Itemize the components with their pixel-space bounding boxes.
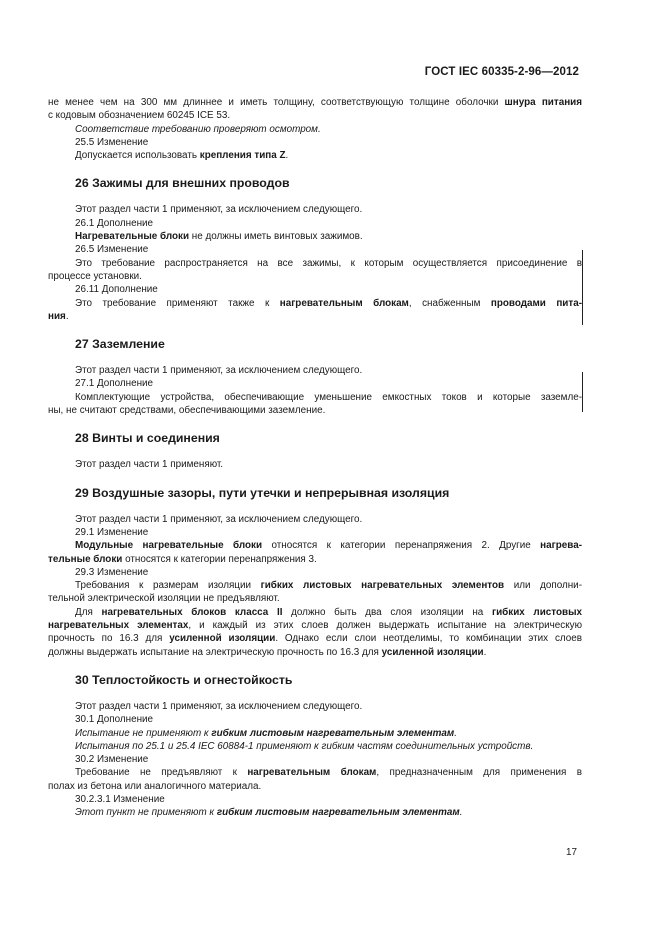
- text-line: [48, 203, 582, 216]
- text-line: [48, 513, 582, 526]
- text-run: Для: [75, 606, 102, 618]
- bold-term: гибким листовым нагревательным элементам: [216, 807, 460, 819]
- text-run: тельной электрической изоляции не предъявляют.: [48, 593, 280, 605]
- bold-term: нагревательных блоков класса II: [101, 606, 283, 618]
- bold-term: Нагревательные блоки: [75, 231, 190, 243]
- text-line: [48, 526, 582, 539]
- bold-term: ния: [48, 310, 66, 322]
- bold-term: гибким листовым нагревательным элементам: [211, 727, 455, 739]
- text-run: Это требование применяют также к: [75, 297, 280, 309]
- text-line: [48, 257, 582, 270]
- text-run: Допускается использовать: [75, 150, 200, 162]
- text-line: [48, 579, 582, 592]
- text-run: .: [483, 646, 487, 658]
- text-line: [48, 766, 582, 779]
- bold-term: крепления типа Z: [199, 150, 286, 162]
- text-line: [48, 606, 582, 619]
- text-line: [48, 539, 582, 552]
- text-run: 28 Винты и соединения: [75, 431, 220, 446]
- section-heading: [48, 486, 582, 501]
- text-line: [48, 217, 582, 230]
- section-heading: [48, 176, 582, 191]
- text-run: . Однако если слои неотделимы, то комбинации этих слоев: [275, 633, 582, 645]
- text-run: Этот раздел части 1 применяют, за исключением следующего.: [75, 513, 363, 525]
- text-line: [48, 109, 582, 122]
- text-run: Соответствие требованию проверяют осмотром.: [75, 123, 321, 135]
- text-line: [48, 243, 582, 256]
- bold-term: нагревательным блокам: [279, 297, 409, 309]
- text-line: [48, 404, 582, 417]
- text-run: не должны иметь винтовых зажимов.: [189, 231, 363, 243]
- text-run: 27.1 Дополнение: [75, 378, 154, 390]
- text-line: [48, 230, 582, 243]
- text-run: .: [459, 807, 463, 819]
- text-run: Этот раздел части 1 применяют.: [75, 459, 224, 471]
- bold-term: нагревательным блокам: [247, 767, 377, 779]
- bold-term: шнура питания: [504, 97, 582, 108]
- text-run: 30.2 Изменение: [75, 754, 149, 766]
- text-run: 26.5 Изменение: [75, 244, 149, 256]
- text-line: [48, 458, 582, 471]
- text-line: [48, 619, 582, 632]
- text-run: процессе установки.: [48, 270, 142, 282]
- text-line: [48, 713, 582, 726]
- text-line: [48, 283, 582, 296]
- bold-term: усиленной изоляции: [381, 646, 484, 658]
- bold-term: проводами пита-: [490, 297, 582, 309]
- text-run: , снабженным: [408, 297, 491, 309]
- text-run: 30.2.3.1 Изменение: [75, 793, 165, 805]
- text-run: 25.5 Изменение: [75, 136, 149, 148]
- text-line: [48, 96, 582, 109]
- bold-term: гибких листовых нагревательных элементов: [260, 580, 505, 592]
- text-run: 26.11 Дополнение: [75, 284, 158, 296]
- text-run: 29.1 Изменение: [75, 526, 149, 538]
- bold-term: нагревательных элементах: [48, 620, 189, 632]
- text-line: [48, 793, 582, 806]
- section-heading: [48, 337, 582, 352]
- text-run: .: [65, 310, 69, 322]
- text-line: [48, 136, 582, 149]
- text-run: с кодовым обозначением 60245 ICE 53.: [48, 110, 231, 122]
- text-run: Этот раздел части 1 применяют, за исключением следующего.: [75, 700, 363, 712]
- text-line: [48, 780, 582, 793]
- document-body: [48, 96, 582, 820]
- text-run: Требование не предъявляют к: [75, 767, 248, 779]
- text-line: [48, 377, 582, 390]
- text-run: ны, не считают средствами, обеспечивающими заземление.: [48, 405, 326, 417]
- text-run: относятся к категории перенапряжения 2. Другие: [262, 540, 541, 552]
- bold-term: тельные блоки: [48, 553, 123, 565]
- text-run: Испытания по 25.1 и 25.4 IEC 60884-1 применяют к гибким частям соединительных устройств.: [75, 740, 534, 752]
- text-run: .: [285, 150, 289, 162]
- text-line: [48, 753, 582, 766]
- text-line: [48, 806, 582, 819]
- text-line: [48, 297, 582, 310]
- text-run: 30.1 Дополнение: [75, 714, 154, 726]
- text-run: .: [454, 727, 457, 739]
- text-run: Требования к размерам изоляции: [75, 580, 261, 592]
- text-run: должно быть два слоя изоляции на: [282, 606, 492, 618]
- page-number: 17: [566, 847, 577, 858]
- text-run: Этот пункт не применяют к: [75, 807, 217, 819]
- section-heading: [48, 431, 582, 446]
- text-line: [48, 149, 582, 162]
- text-run: 29.3 Изменение: [75, 566, 149, 578]
- text-run: Этот раздел части 1 применяют, за исключением следующего.: [75, 204, 363, 216]
- section-heading: [48, 673, 582, 688]
- text-run: , и каждый из этих слоев должен выдержать испытание на электрическую: [188, 620, 582, 632]
- text-run: Этот раздел части 1 применяют, за исключением следующего.: [75, 365, 363, 377]
- bold-term: усиленной изоляции: [169, 633, 276, 645]
- text-run: должны выдержать испытание на электрическую прочность по 16.3 для: [48, 646, 382, 658]
- text-line: [48, 740, 582, 753]
- text-line: [48, 310, 582, 323]
- text-line: [48, 700, 582, 713]
- text-run: Комплектующие устройства, обеспечивающие уменьшение емкостных токов и которые заземле-: [75, 391, 582, 403]
- text-run: или дополни-: [504, 580, 582, 592]
- text-line: [48, 592, 582, 605]
- text-run: не менее чем на 300 мм длиннее и иметь толщину, соответствующую толщине оболочки: [48, 97, 505, 108]
- text-run: полах из бетона или аналогичного материала.: [48, 780, 262, 792]
- text-line: [48, 364, 582, 377]
- document-header: ГОСТ IEC 60335-2-96—2012: [424, 66, 579, 78]
- change-bar: [582, 250, 583, 325]
- bold-term: нагрева-: [540, 540, 582, 552]
- text-line: [48, 632, 582, 645]
- text-run: 26.1 Дополнение: [75, 217, 154, 229]
- text-line: [48, 553, 582, 566]
- change-bar: [582, 372, 583, 412]
- text-run: относятся к категории перенапряжения 3.: [122, 553, 317, 565]
- text-run: Испытание не применяют к: [75, 727, 212, 739]
- text-line: [48, 646, 582, 659]
- text-line: [48, 270, 582, 283]
- text-run: прочность по 16.3 для: [48, 633, 170, 645]
- text-line: [48, 391, 582, 404]
- text-run: 26 Зажимы для внешних проводов: [75, 176, 290, 191]
- text-run: 29 Воздушные зазоры, пути утечки и непрерывная изоляция: [75, 485, 450, 500]
- text-run: 30 Теплостойкость и огнестойкость: [75, 672, 293, 687]
- text-run: , предназначенным для применения в: [376, 767, 582, 779]
- text-run: Это требование распространяется на все зажимы, к которым осуществляется присоединение в: [75, 257, 582, 269]
- text-run: 27 Заземление: [75, 337, 165, 352]
- bold-term: Модульные нагревательные блоки: [75, 540, 263, 552]
- text-line: [48, 123, 582, 136]
- text-line: [48, 566, 582, 579]
- text-line: [48, 727, 582, 740]
- bold-term: гибких листовых: [491, 606, 583, 618]
